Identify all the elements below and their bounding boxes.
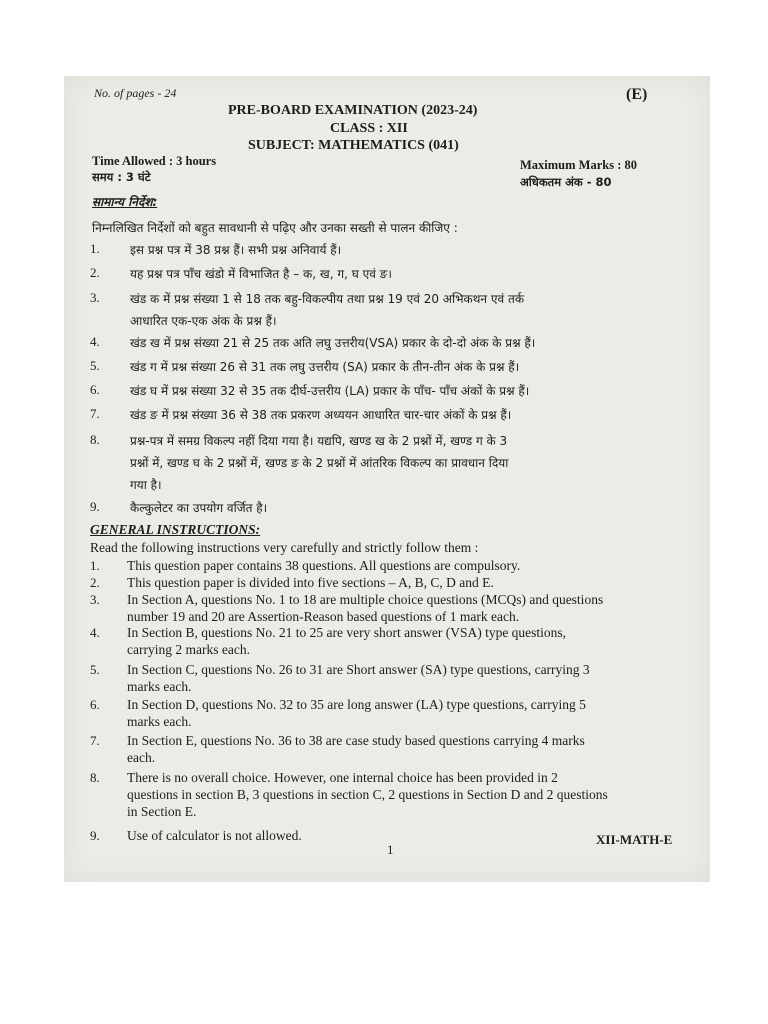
general-instructions-intro: Read the following instructions very carefully and strictly follow them : — [90, 540, 479, 555]
maximum-marks: Maximum Marks : 80 — [520, 158, 637, 172]
instruction-number: 9. — [90, 828, 100, 843]
instruction-text-line: खंड क में प्रश्न संख्या 1 से 18 तक बहु-विकल्पीय तथा प्रश्न 19 एवं 20 अभिकथन एवं तर्क — [130, 292, 525, 306]
instruction-text-line: In Section D, questions No. 32 to 35 are long answer (LA) type questions, carrying 5 — [127, 697, 586, 712]
instruction-text-line: This question paper is divided into five sections – A, B, C, D and E. — [127, 575, 494, 590]
instruction-text-line: प्रश्न-पत्र में समग्र विकल्प नहीं दिया गया है। यद्यपि, खण्ड ख के 2 प्रश्नों में, खण्ड ग के 3 — [130, 434, 508, 448]
instruction-number: 3. — [90, 592, 100, 607]
instruction-text-line: Use of calculator is not allowed. — [127, 828, 302, 843]
instruction-text-line: खंड घ में प्रश्न संख्या 32 से 35 तक दीर्घ-उत्तरीय (LA) प्रकार के पाँच- पाँच अंकों के प्रश्न हैं। — [130, 384, 530, 398]
exam-title: PRE-BOARD EXAMINATION (2023-24) — [228, 103, 478, 118]
instruction-number: 5. — [90, 358, 100, 373]
instruction-text-line: in Section E. — [127, 804, 197, 819]
instruction-text-line: इस प्रश्न पत्र में 38 प्रश्न हैं। सभी प्रश्न अनिवार्य हैं। — [130, 243, 342, 257]
instruction-number: 7. — [90, 733, 100, 748]
instruction-number: 1. — [90, 558, 100, 573]
instruction-number: 5. — [90, 662, 100, 677]
instruction-number: 4. — [90, 625, 100, 640]
instruction-text-line: कैल्कुलेटर का उपयोग वर्जित है। — [130, 501, 268, 515]
instruction-number: 4. — [90, 334, 100, 349]
page-count: No. of pages - 24 — [94, 86, 177, 100]
instruction-text-line: गया है। — [130, 478, 162, 492]
class-label: CLASS : XII — [330, 121, 408, 136]
hindi-instructions-heading: सामान्य निर्देश: — [92, 195, 158, 209]
question-paper-page — [64, 76, 710, 882]
instruction-number: 8. — [90, 432, 100, 447]
subject-label: SUBJECT: MATHEMATICS (041) — [248, 138, 459, 153]
instruction-text-line: There is no overall choice. However, one internal choice has been provided in 2 — [127, 770, 558, 785]
instruction-text-line: each. — [127, 750, 156, 765]
instruction-text-line: In Section E, questions No. 36 to 38 are case study based questions carrying 4 marks — [127, 733, 585, 748]
instruction-text-line: प्रश्नों में, खण्ड घ के 2 प्रश्नों में, खण्ड ङ के 2 प्रश्नों में आंतरिक विकल्प का प्रावधान दिया — [130, 456, 509, 470]
time-allowed: Time Allowed : 3 hours — [92, 154, 217, 168]
hindi-instructions-intro: निम्नलिखित निर्देशों को बहुत सावधानी से पढ़िए और उनका सख्ती से पालन कीजिए : — [92, 221, 458, 235]
instruction-text-line: खंड ख में प्रश्न संख्या 21 से 25 तक अति लघु उत्तरीय(VSA) प्रकार के दो-दो अंक के प्रश्न हैं। — [130, 336, 536, 350]
instruction-text-line: This question paper contains 38 questions. All questions are compulsory. — [127, 558, 521, 573]
set-code: (E) — [626, 86, 648, 103]
instruction-text-line: खंड ग में प्रश्न संख्या 26 से 31 तक लघु उत्तरीय (SA) प्रकार के तीन-तीन अंक के प्रश्न हैं। — [130, 360, 520, 374]
instruction-text-line: In Section A, questions No. 1 to 18 are multiple choice questions (MCQs) and questions — [127, 592, 604, 607]
instruction-text-line: In Section B, questions No. 21 to 25 are very short answer (VSA) type questions, — [127, 625, 567, 640]
instruction-text-line: In Section C, questions No. 26 to 31 are Short answer (SA) type questions, carrying 3 — [127, 662, 590, 677]
paper-code: XII-MATH-E — [596, 832, 673, 847]
instruction-text-line: marks each. — [127, 714, 192, 729]
page-number: 1 — [387, 842, 394, 857]
instruction-text-line: यह प्रश्न पत्र पाँच खंडो में विभाजित है – क, ख, ग, घ एवं ङ। — [130, 267, 392, 281]
instruction-number: 9. — [90, 499, 100, 514]
maximum-marks-hindi: अधिकतम अंक - 80 — [520, 175, 612, 189]
instruction-text-line: carrying 2 marks each. — [127, 642, 250, 657]
instruction-number: 3. — [90, 290, 100, 305]
instruction-text-line: आधारित एक-एक अंक के प्रश्न हैं। — [130, 314, 277, 328]
instruction-text-line: marks each. — [127, 679, 192, 694]
instruction-number: 7. — [90, 406, 100, 421]
instruction-number: 2. — [90, 575, 100, 590]
instruction-number: 1. — [90, 241, 100, 256]
instruction-number: 6. — [90, 697, 100, 712]
instruction-number: 2. — [90, 265, 100, 280]
instruction-text-line: खंड ङ में प्रश्न संख्या 36 से 38 तक प्रकरण अध्ययन आधारित चार-चार अंकों के प्रश्न हैं। — [130, 408, 512, 422]
instruction-text-line: number 19 and 20 are Assertion-Reason based questions of 1 mark each. — [127, 609, 520, 624]
instruction-number: 6. — [90, 382, 100, 397]
time-allowed-hindi: समय : 3 घंटे — [92, 170, 151, 184]
instruction-text-line: questions in section B, 3 questions in section C, 2 questions in Section D and 2 questions — [127, 787, 608, 802]
instruction-number: 8. — [90, 770, 100, 785]
general-instructions-heading: GENERAL INSTRUCTIONS: — [90, 522, 261, 537]
